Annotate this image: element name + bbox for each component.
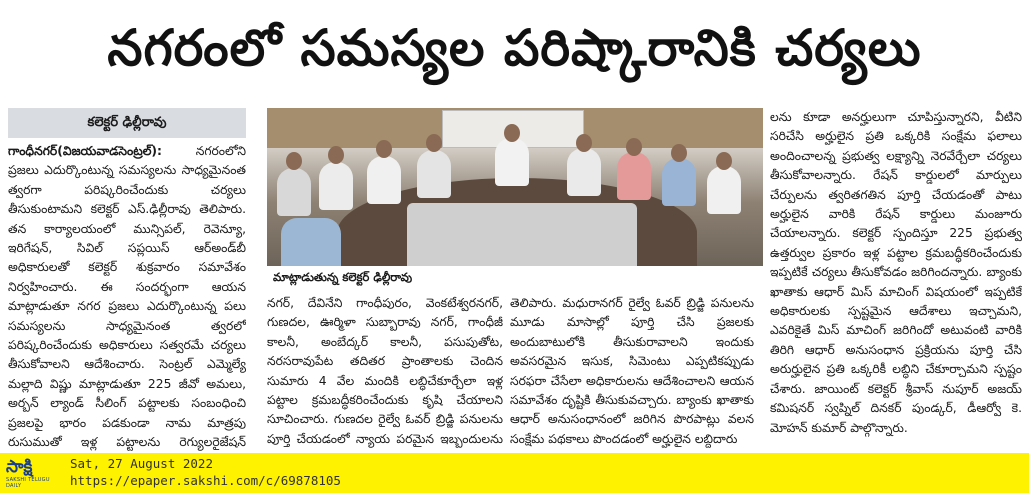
dateline: గాంధీనగర్(విజయవాడసెంట్రల్):	[8, 144, 162, 158]
byline: కలెక్టర్ ఢిల్లీరావు	[8, 108, 246, 138]
column-4-text: లను కూడా అనర్హులుగా చూపిస్తున్నారని, వీటిని సరిచేసి అర్హులైన ప్రతి ఒక్కరికి సంక్షేమ ఫలాలు అందించాలన్న ప్రభుత్వ లక్ష్యాన్ని నెరవేర్చేలా చర్యలు తీసుకోవాలన్నారు. రేషన్ కార్డులలో మార్పులు చేర్పులను త్వరితగతిన పూర్తి చేయడంతో పాటు అర్హులైన వారికి రేషన్ కార్డులు మంజూరు చేయాలన్నారు. కలెక్టర్ స్పందిస్తూ 225 ప్రభుత్వ ఉత్తర్వుల ప్రకారం ఇళ్ల పట్టాల క్రమబద్ధీకరించేందుకు ఇప్పటికే చర్యలు తీసుకోవడం జరిగిందన్నారు. బ్యాంకు ఖాతాకు ఆధార్ మిస్ మాచింగ్ విషయంలో ఇప్పటికే అధికారులకు స్పష్టమైన ఆదేశాలు ఇచ్చామని, ఎవరికైతే మిస్ మాచింగ్ జరిగిందో అటువంటి వారికి తిరిగి ఆధార్ అనుసంధాన ప్రక్రియను పూర్తి చేసి అరుర్హులైన ప్రతి ఒక్కరికీ లబ్ధిని చేకూర్చామని స్పష్టం చేశారు. జాయింట్ కలెక్టర్ శ్రీవాస్ నుపూర్ అజయ్ కమిషనర్ స్వప్నిల్ దినకర్ పుండ్కర్, డీఆర్వో కె. మోహన్ కుమార్ పాల్గొన్నారు.	[770, 110, 1022, 435]
column-2-text: నగర్, దేవినేని గాంధీపురం, వెంకటేశ్వరనగర్, గుణదల, ఊర్మిళా సుబ్బారావు నగర్, గాంధీజీ కాలనీ, అంబేద్కర్ కాలనీ, పసుపుతోట, నరసరావుపేట తదితర ప్రాంతాలకు చెందిన సుమారు 4 వేల మందికి లబ్ధిచేకూర్చేలా ఇళ్ల పట్టాల క్రమబద్ధీకరించేందుకు కృషి చేయాలని సూచించారు. గుణదల రైల్వే ఓవర్ బ్రిడ్జి పనులను పూర్తి చేయడంలో న్యాయ పరమైన ఇబ్బందులను	[267, 296, 503, 446]
column-3	[510, 294, 754, 453]
column-1-text: నగరంలోని ప్రజలు ఎదుర్కొంటున్న సమస్యలను సాధ్యమైనంత త్వరగా పరిష్కరించేందుకు చర్యలు తీసుకుంటామని కలెక్టర్ ఎస్.ఢిల్లీరావు తెలిపారు. తన కార్యాలయంలో మున్సిపల్, రెవెన్యూ, ఇరిగేషన్, సివిల్ సప్లయిస్ ఆర్‌అండ్‌బీ అధికారులతో కలెక్టర్ శుక్రవారం సమావేశం నిర్వహించారు. ఈ సందర్భంగా ఆయన మాట్లాడుతూ నగర ప్రజలు ఎదుర్కొంటున్న పలు సమస్యలను సాధ్యమైనంత త్వరలో పరిష్కరించేందుకు అధికారులు సత్వరమే చర్యలు తీసుకోవాలని ఆదేశించారు. సెంట్రల్ ఎమ్మెల్యే మల్లాది విష్ణు మాట్లాడుతూ 225 జీవో అమలు, అర్బన్ ల్యాండ్ సీలింగ్ పట్టాలకు సంబంధించి ప్రజలపై భారం పడకుండా నామ మాత్రపు రుసుముతో ఇళ్ల పట్టాలను రెగ్యులరైజేషన్	[8, 144, 246, 450]
sakshi-logo: సాక్షి SAKSHI TELUGU DAILY	[6, 457, 50, 489]
column-2	[267, 294, 503, 453]
meeting-photo	[267, 108, 763, 266]
column-4	[770, 108, 1022, 453]
column-1	[8, 142, 246, 453]
column-3-text: తెలిపారు. మధురానగర్ రైల్వే ఓవర్ బ్రిడ్జి పనులను మూడు మాసాల్లో పూర్తి చేసి ప్రజలకు అందుబాటులోకి తీసుకురావాలని ఇందుకు అవసరమైన ఇసుక, సిమెంటు ఎప్పటికప్పుడు సరఫరా చేసేలా అధికారులను ఆదేశించాలని ఆయన సమావేశం దృష్టికి తీసుకువచ్చారు. బ్యాంకు ఖాతాకు ఆధార్ అనుసంధానంలో జరిగిన పొరపాట్లు వలన సంక్షేమ పథకాలు పొందడంలో అర్హులైన లబ్దిదారు	[510, 296, 754, 446]
photo-caption: మాట్లాడుతున్న కలెక్టర్ ఢిల్లీరావు	[267, 266, 763, 288]
footer-bar	[0, 453, 1029, 493]
epaper-url[interactable]: https://epaper.sakshi.com/c/69878105	[70, 473, 341, 488]
headline: నగరంలో సమస్యల పరిష్కారానికి చర్యలు	[107, 19, 922, 77]
publication-date: Sat, 27 August 2022	[70, 456, 213, 471]
